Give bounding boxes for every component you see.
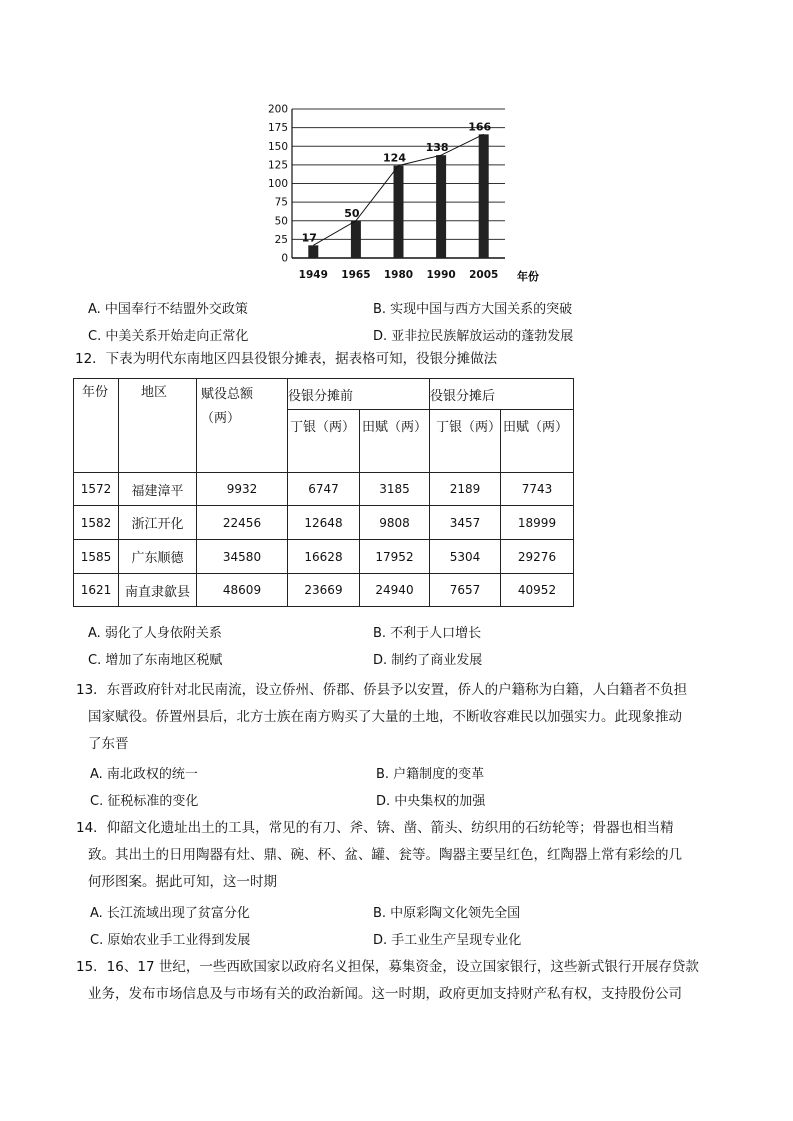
header-after: 役银分摊后 bbox=[430, 379, 574, 410]
header-before: 役银分摊前 bbox=[288, 379, 430, 410]
header-total: 赋役总额（两） bbox=[197, 379, 288, 473]
q13-option-b[interactable]: B. 户籍制度的变革 bbox=[376, 767, 485, 782]
q14-stem bbox=[76, 815, 682, 896]
data-label: 17 bbox=[301, 231, 317, 245]
bar bbox=[308, 245, 318, 258]
cell-region: 广东顺德 bbox=[119, 540, 197, 574]
cell-total: 48609 bbox=[197, 574, 288, 607]
header-year: 年份 bbox=[74, 379, 119, 473]
cell-total: 22456 bbox=[197, 506, 288, 540]
bar bbox=[394, 166, 404, 258]
q14-stem-line: 14．仰韶文化遗址出土的工具，常见的有刀、斧、锛、凿、箭头、纺织用的石纺轮等；骨器也相当精 bbox=[76, 820, 674, 836]
header-region: 地区 bbox=[119, 379, 197, 473]
q11-option-a[interactable]: A. 中国奉行不结盟外交政策 bbox=[88, 302, 248, 317]
cell-before-ding: 6747 bbox=[288, 473, 360, 506]
q12-option-d[interactable]: D. 制约了商业发展 bbox=[373, 653, 483, 668]
table-row bbox=[74, 540, 574, 574]
bar bbox=[351, 221, 361, 258]
cell-year: 1621 bbox=[74, 574, 119, 607]
x-tick-label: 1965 bbox=[341, 269, 371, 281]
y-tick-label: 125 bbox=[267, 159, 288, 172]
cell-after-ding: 7657 bbox=[430, 574, 501, 607]
bar-chart bbox=[255, 98, 555, 288]
header-after-tian: 田赋（两） bbox=[501, 410, 574, 473]
tax-table bbox=[73, 378, 574, 607]
cell-after-tian: 18999 bbox=[501, 506, 574, 540]
q13-stem bbox=[76, 677, 687, 758]
cell-before-tian: 24940 bbox=[360, 574, 430, 607]
cell-year: 1582 bbox=[74, 506, 119, 540]
q15-stem-line: 15．16、17 世纪，一些西欧国家以政府名义担保，募集资金，设立国家银行，这些新式银行开展存贷款 bbox=[76, 959, 699, 975]
y-tick-label: 75 bbox=[274, 196, 288, 209]
data-label: 166 bbox=[468, 120, 492, 134]
table-row bbox=[74, 506, 574, 540]
y-axis-ticks bbox=[268, 104, 288, 265]
data-label: 50 bbox=[344, 206, 360, 220]
cell-before-ding: 23669 bbox=[288, 574, 360, 607]
cell-before-tian: 17952 bbox=[360, 540, 430, 574]
cell-before-tian: 3185 bbox=[360, 473, 430, 506]
cell-after-tian: 29276 bbox=[501, 540, 574, 574]
q14-option-c[interactable]: C. 原始农业手工业得到发展 bbox=[90, 933, 251, 948]
cell-after-ding: 3457 bbox=[430, 506, 501, 540]
bar bbox=[479, 134, 489, 258]
bar bbox=[436, 155, 446, 258]
q14-option-a[interactable]: A. 长江流域出现了贫富分化 bbox=[90, 906, 250, 921]
q13-stem-line: 13．东晋政府针对北民南流，设立侨州、侨郡、侨县予以安置，侨人的户籍称为白籍，人白籍者不负担 bbox=[76, 682, 688, 698]
y-tick-label: 50 bbox=[274, 215, 288, 228]
cell-after-ding: 2189 bbox=[430, 473, 501, 506]
q12-option-a[interactable]: A. 弱化了人身依附关系 bbox=[88, 626, 222, 641]
q12-option-b[interactable]: B. 不利于人口增长 bbox=[373, 626, 482, 641]
x-axis-ticks bbox=[299, 269, 499, 281]
q14-stem-line: 致。其出土的日用陶器有灶、鼎、碗、杯、盆、罐、瓮等。陶器主要呈红色，红陶器上常有彩绘的几 bbox=[88, 847, 682, 863]
q15-stem-line: 业务，发布市场信息及与市场有关的政治新闻。这一时期，政府更加支持财产私有权，支持股份公司 bbox=[88, 986, 682, 1002]
cell-region: 浙江开化 bbox=[119, 506, 197, 540]
cell-region: 福建漳平 bbox=[119, 473, 197, 506]
q14-stem-line: 何形图案。据此可知，这一时期 bbox=[88, 874, 277, 890]
x-tick-label: 1990 bbox=[426, 269, 456, 281]
cell-before-tian: 9808 bbox=[360, 506, 430, 540]
y-tick-label: 0 bbox=[281, 252, 288, 265]
q15-stem bbox=[76, 954, 699, 1008]
cell-before-ding: 16628 bbox=[288, 540, 360, 574]
q11-option-b[interactable]: B. 实现中国与西方大国关系的突破 bbox=[373, 302, 573, 317]
header-after-ding: 丁银（两） bbox=[430, 410, 501, 473]
table-row bbox=[74, 473, 574, 506]
cell-after-tian: 7743 bbox=[501, 473, 574, 506]
y-tick-label: 100 bbox=[267, 178, 288, 190]
cell-region: 南直隶歙县 bbox=[119, 574, 197, 607]
y-tick-label: 200 bbox=[267, 103, 288, 116]
cell-before-ding: 12648 bbox=[288, 506, 360, 540]
data-label: 124 bbox=[383, 151, 406, 165]
y-tick-label: 175 bbox=[267, 122, 288, 135]
y-tick-label: 150 bbox=[267, 140, 288, 153]
q13-option-d[interactable]: D. 中央集权的加强 bbox=[376, 794, 486, 809]
q12-option-c[interactable]: C. 增加了东南地区税赋 bbox=[88, 653, 223, 668]
q14-option-b[interactable]: B. 中原彩陶文化领先全国 bbox=[373, 906, 521, 921]
q13-option-c[interactable]: C. 征税标准的变化 bbox=[90, 794, 199, 809]
q13-stem-line: 了东晋 bbox=[88, 736, 129, 752]
header-before-ding: 丁银（两） bbox=[288, 410, 360, 473]
x-axis-label: 年份 bbox=[517, 270, 539, 283]
q14-option-d[interactable]: D. 手工业生产呈现专业化 bbox=[373, 933, 522, 948]
cell-year: 1572 bbox=[74, 473, 119, 506]
cell-year: 1585 bbox=[74, 540, 119, 574]
header-before-tian: 田赋（两） bbox=[360, 410, 430, 473]
cell-after-ding: 5304 bbox=[430, 540, 501, 574]
q13-stem-line: 国家赋役。侨置州县后，北方士族在南方购买了大量的土地，不断收容难民以加强实力。此现象推动 bbox=[88, 709, 682, 725]
x-tick-label: 1949 bbox=[298, 269, 328, 281]
table-row bbox=[74, 574, 574, 607]
x-tick-label: 1980 bbox=[383, 269, 414, 281]
cell-total: 9932 bbox=[197, 473, 288, 506]
cell-after-tian: 40952 bbox=[501, 574, 574, 607]
data-label: 138 bbox=[425, 141, 449, 155]
q13-option-a[interactable]: A. 南北政权的统一 bbox=[90, 767, 198, 782]
q12-stem: 12．下表为明代东南地区四县役银分摊表，据表格可知，役银分摊做法 bbox=[75, 351, 498, 367]
q11-option-d[interactable]: D. 亚非拉民族解放运动的蓬勃发展 bbox=[373, 329, 574, 344]
y-tick-label: 25 bbox=[274, 233, 288, 246]
cell-total: 34580 bbox=[197, 540, 288, 574]
x-tick-label: 2005 bbox=[469, 269, 499, 281]
q11-option-c[interactable]: C. 中美关系开始走向正常化 bbox=[88, 329, 249, 344]
